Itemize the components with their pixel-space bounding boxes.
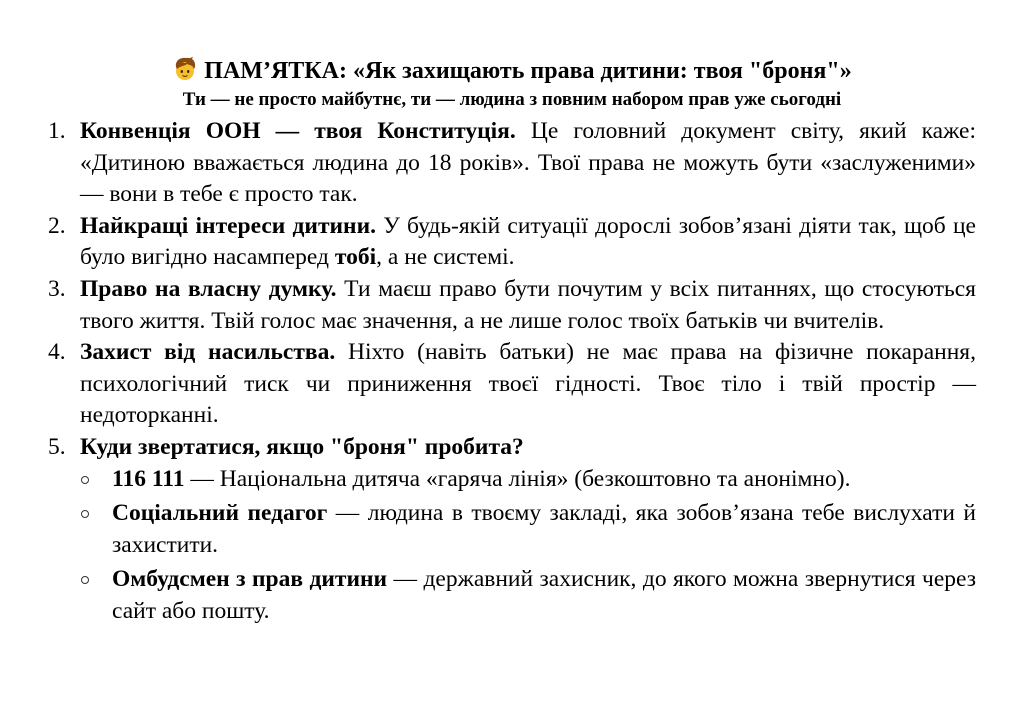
page-title [0, 56, 1024, 86]
item-text: У будь-якій ситуації дорослі зобов’язані діяти так, щоб це було вигідно насамперед [80, 212, 976, 271]
item-text: , а не системі. [376, 244, 515, 271]
item-text: Ти маєш право бути почутим у всіх питаннях, що стосуються твого життя. Твій голос має значення, а не лише голос твоїх батьків чи вчителів. [80, 275, 976, 334]
item-number: 1. [48, 118, 66, 144]
item-text: Ніхто (навіть батьки) не має права на фізичне покарання, психологічний тиск чи приниження твоєї гідності. Твоє тіло і твій простір — недоторканні. [80, 339, 976, 429]
list-item [48, 116, 976, 211]
list-item [48, 274, 976, 337]
contact-heading: Омбудсмен з прав дитини [112, 566, 388, 593]
circle-bullet-icon [81, 476, 89, 484]
item-heading: Конвенція ООН — твоя Конституція. [80, 118, 516, 144]
title-text: ПАМ’ЯТКА: «Як захищають права дитини: твоя "броня"» [204, 58, 852, 84]
contacts-sublist [80, 464, 976, 628]
contact-text: — державний захисник, до якого можна звернутися через сайт або пошту. [112, 566, 976, 624]
page-subtitle: Ти — не просто майбутнє, ти — людина з повним набором прав уже сьогодні [182, 89, 842, 110]
list-item [48, 337, 976, 432]
item-number: 5. [48, 433, 66, 460]
child-face-emoji-icon [172, 56, 198, 82]
contact-text: — людина в твоєму закладі, яка зобов’язана тебе вислухати й захистити. [112, 500, 976, 558]
sublist-item [80, 564, 976, 627]
item-number: 4. [48, 339, 66, 366]
list-item [48, 211, 976, 274]
item-number: 3. [48, 275, 66, 302]
item-number: 2. [48, 212, 66, 239]
circle-bullet-icon [81, 510, 89, 518]
contact-heading: Соціальний педагог [112, 500, 328, 527]
item-heading: Куди звертатися, якщо "броня" пробита? [80, 433, 524, 460]
sublist-item [80, 498, 976, 561]
sublist-item [80, 464, 976, 496]
list-item [48, 432, 976, 628]
item-text: Це головний документ світу, який каже: «Дитиною вважається людина до 18 років». Твої права не можуть бути «заслуженими» — вони в тебе є просто так. [80, 118, 976, 208]
contact-heading: 116 111 [112, 465, 185, 492]
circle-bullet-icon [81, 576, 89, 584]
item-heading: Право на власну думку. [80, 275, 337, 302]
item-emphasis: тобі [334, 244, 377, 271]
item-heading: Найкращі інтереси дитини. [80, 212, 376, 239]
contact-text: — Національна дитяча «гаряча лінія» (безкоштовно та анонімно). [184, 465, 851, 492]
rights-list [48, 116, 976, 628]
item-heading: Захист від насильства. [80, 339, 336, 366]
